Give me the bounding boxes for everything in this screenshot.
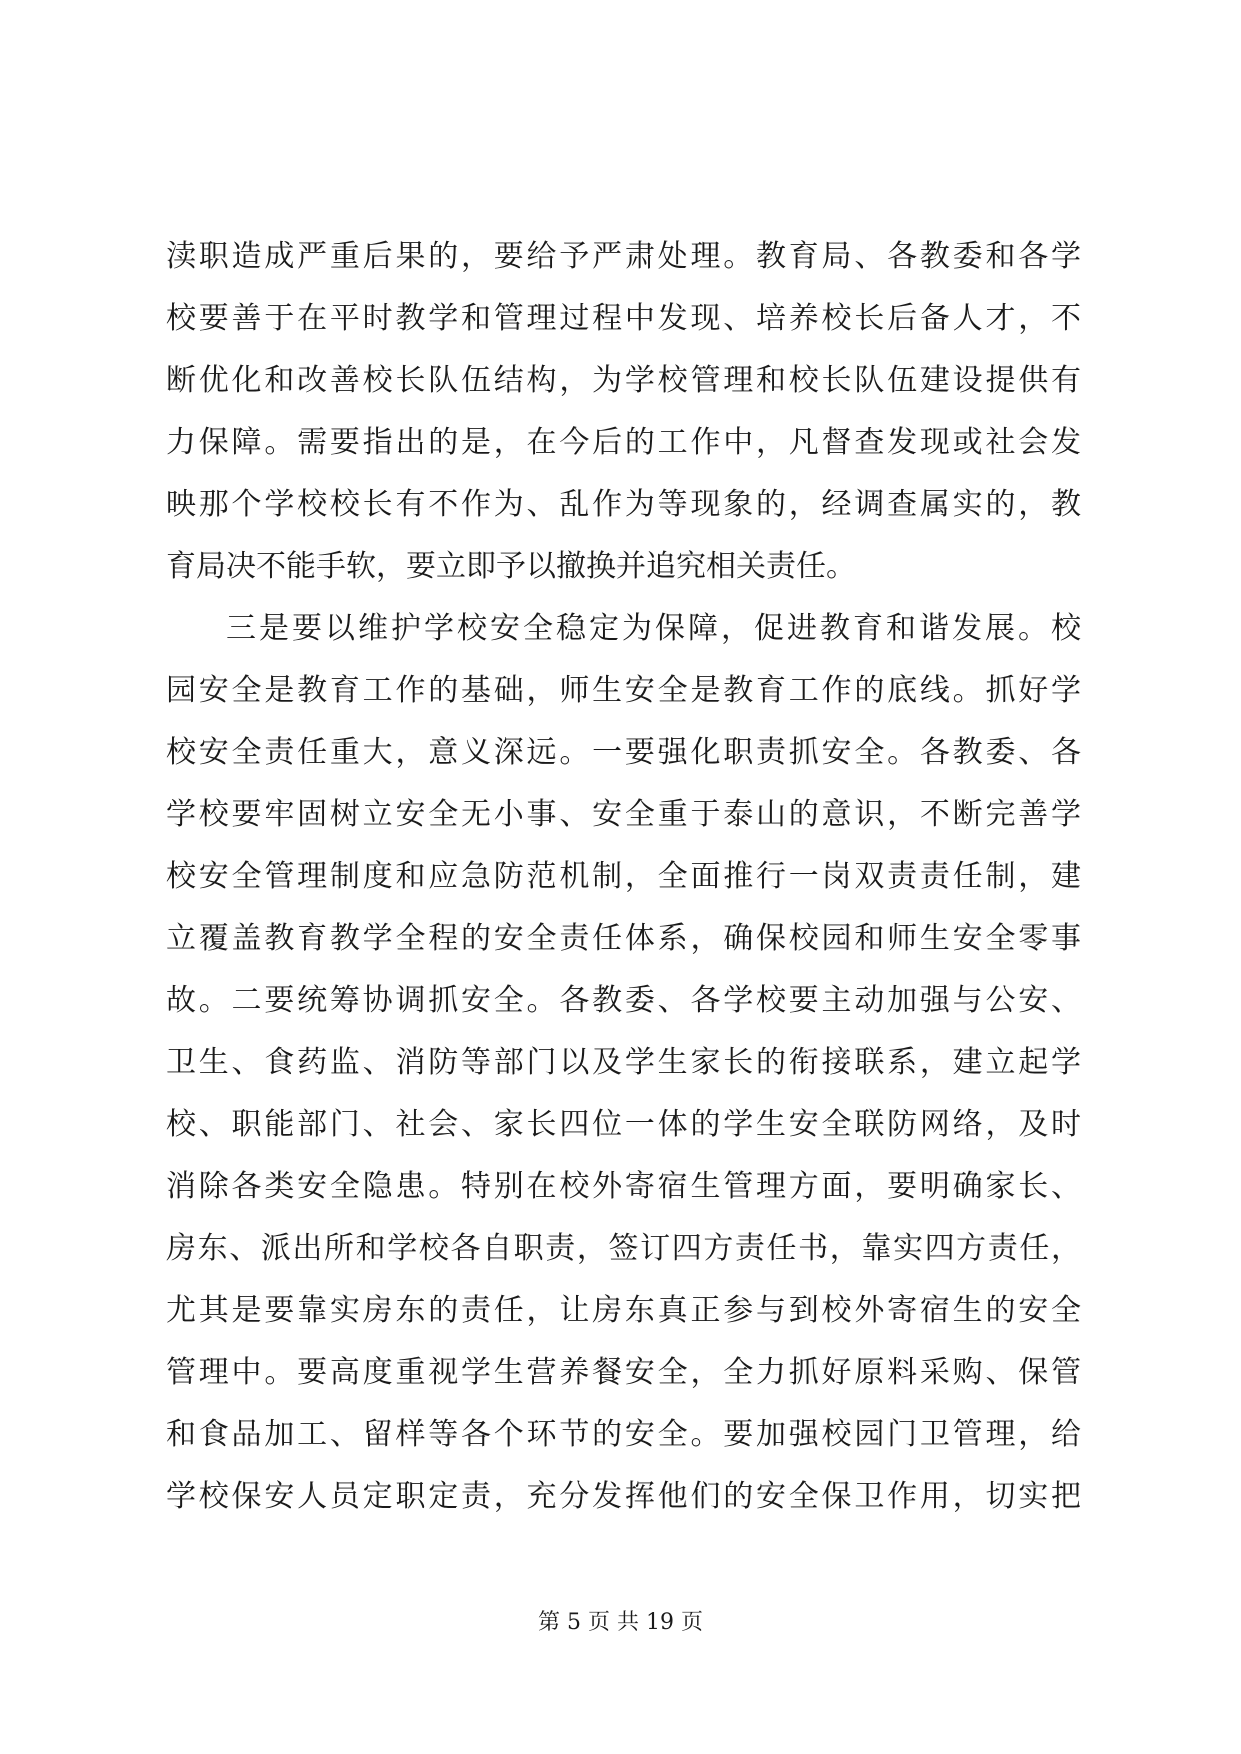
body-text [166, 226, 1081, 1528]
text-line: 学校要牢固树立安全无小事、安全重于泰山的意识，不断完善学 [166, 797, 1081, 832]
text-line: 力保障。需要指出的是，在今后的工作中，凡督查发现或社会发 [166, 425, 1081, 460]
text-line: 管理中。要高度重视学生营养餐安全，全力抓好原料采购、保管 [166, 1355, 1081, 1390]
text-line: 学校保安人员定职定责，充分发挥他们的安全保卫作用，切实把 [166, 1479, 1081, 1514]
text-line: 校安全管理制度和应急防范机制，全面推行一岗双责责任制，建 [166, 859, 1081, 894]
text-line: 断优化和改善校长队伍结构，为学校管理和校长队伍建设提供有 [166, 363, 1081, 398]
paragraph [166, 598, 1081, 1528]
text-line: 映那个学校校长有不作为、乱作为等现象的，经调查属实的，教 [166, 487, 1081, 522]
text-line: 尤其是要靠实房东的责任，让房东真正参与到校外寄宿生的安全 [166, 1293, 1081, 1328]
text-line: 园安全是教育工作的基础，师生安全是教育工作的底线。抓好学 [166, 673, 1081, 708]
text-line: 卫生、食药监、消防等部门以及学生家长的衔接联系，建立起学 [166, 1045, 1081, 1080]
text-line: 故。二要统筹协调抓安全。各教委、各学校要主动加强与公安、 [166, 983, 1081, 1018]
text-line: 立覆盖教育教学全程的安全责任体系，确保校园和师生安全零事 [166, 921, 1081, 956]
text-line: 校要善于在平时教学和管理过程中发现、培养校长后备人才，不 [166, 301, 1081, 336]
text-line: 校、职能部门、社会、家长四位一体的学生安全联防网络，及时 [166, 1107, 1081, 1142]
text-line: 房东、派出所和学校各自职责，签订四方责任书，靠实四方责任， [166, 1231, 1081, 1266]
page-footer: 第 5 页 共 19 页 [538, 1610, 703, 1635]
text-line: 消除各类安全隐患。特别在校外寄宿生管理方面，要明确家长、 [166, 1169, 1081, 1204]
text-line: 育局决不能手软，要立即予以撤换并追究相关责任。 [166, 549, 856, 584]
text-line: 校安全责任重大，意义深远。一要强化职责抓安全。各教委、各 [166, 735, 1081, 770]
paragraph [166, 226, 1081, 598]
text-line: 和食品加工、留样等各个环节的安全。要加强校园门卫管理，给 [166, 1417, 1081, 1452]
text-line: 三是要以维护学校安全稳定为保障，促进教育和谐发展。校 [226, 611, 1081, 646]
text-line: 渎职造成严重后果的，要给予严肃处理。教育局、各教委和各学 [166, 239, 1081, 274]
